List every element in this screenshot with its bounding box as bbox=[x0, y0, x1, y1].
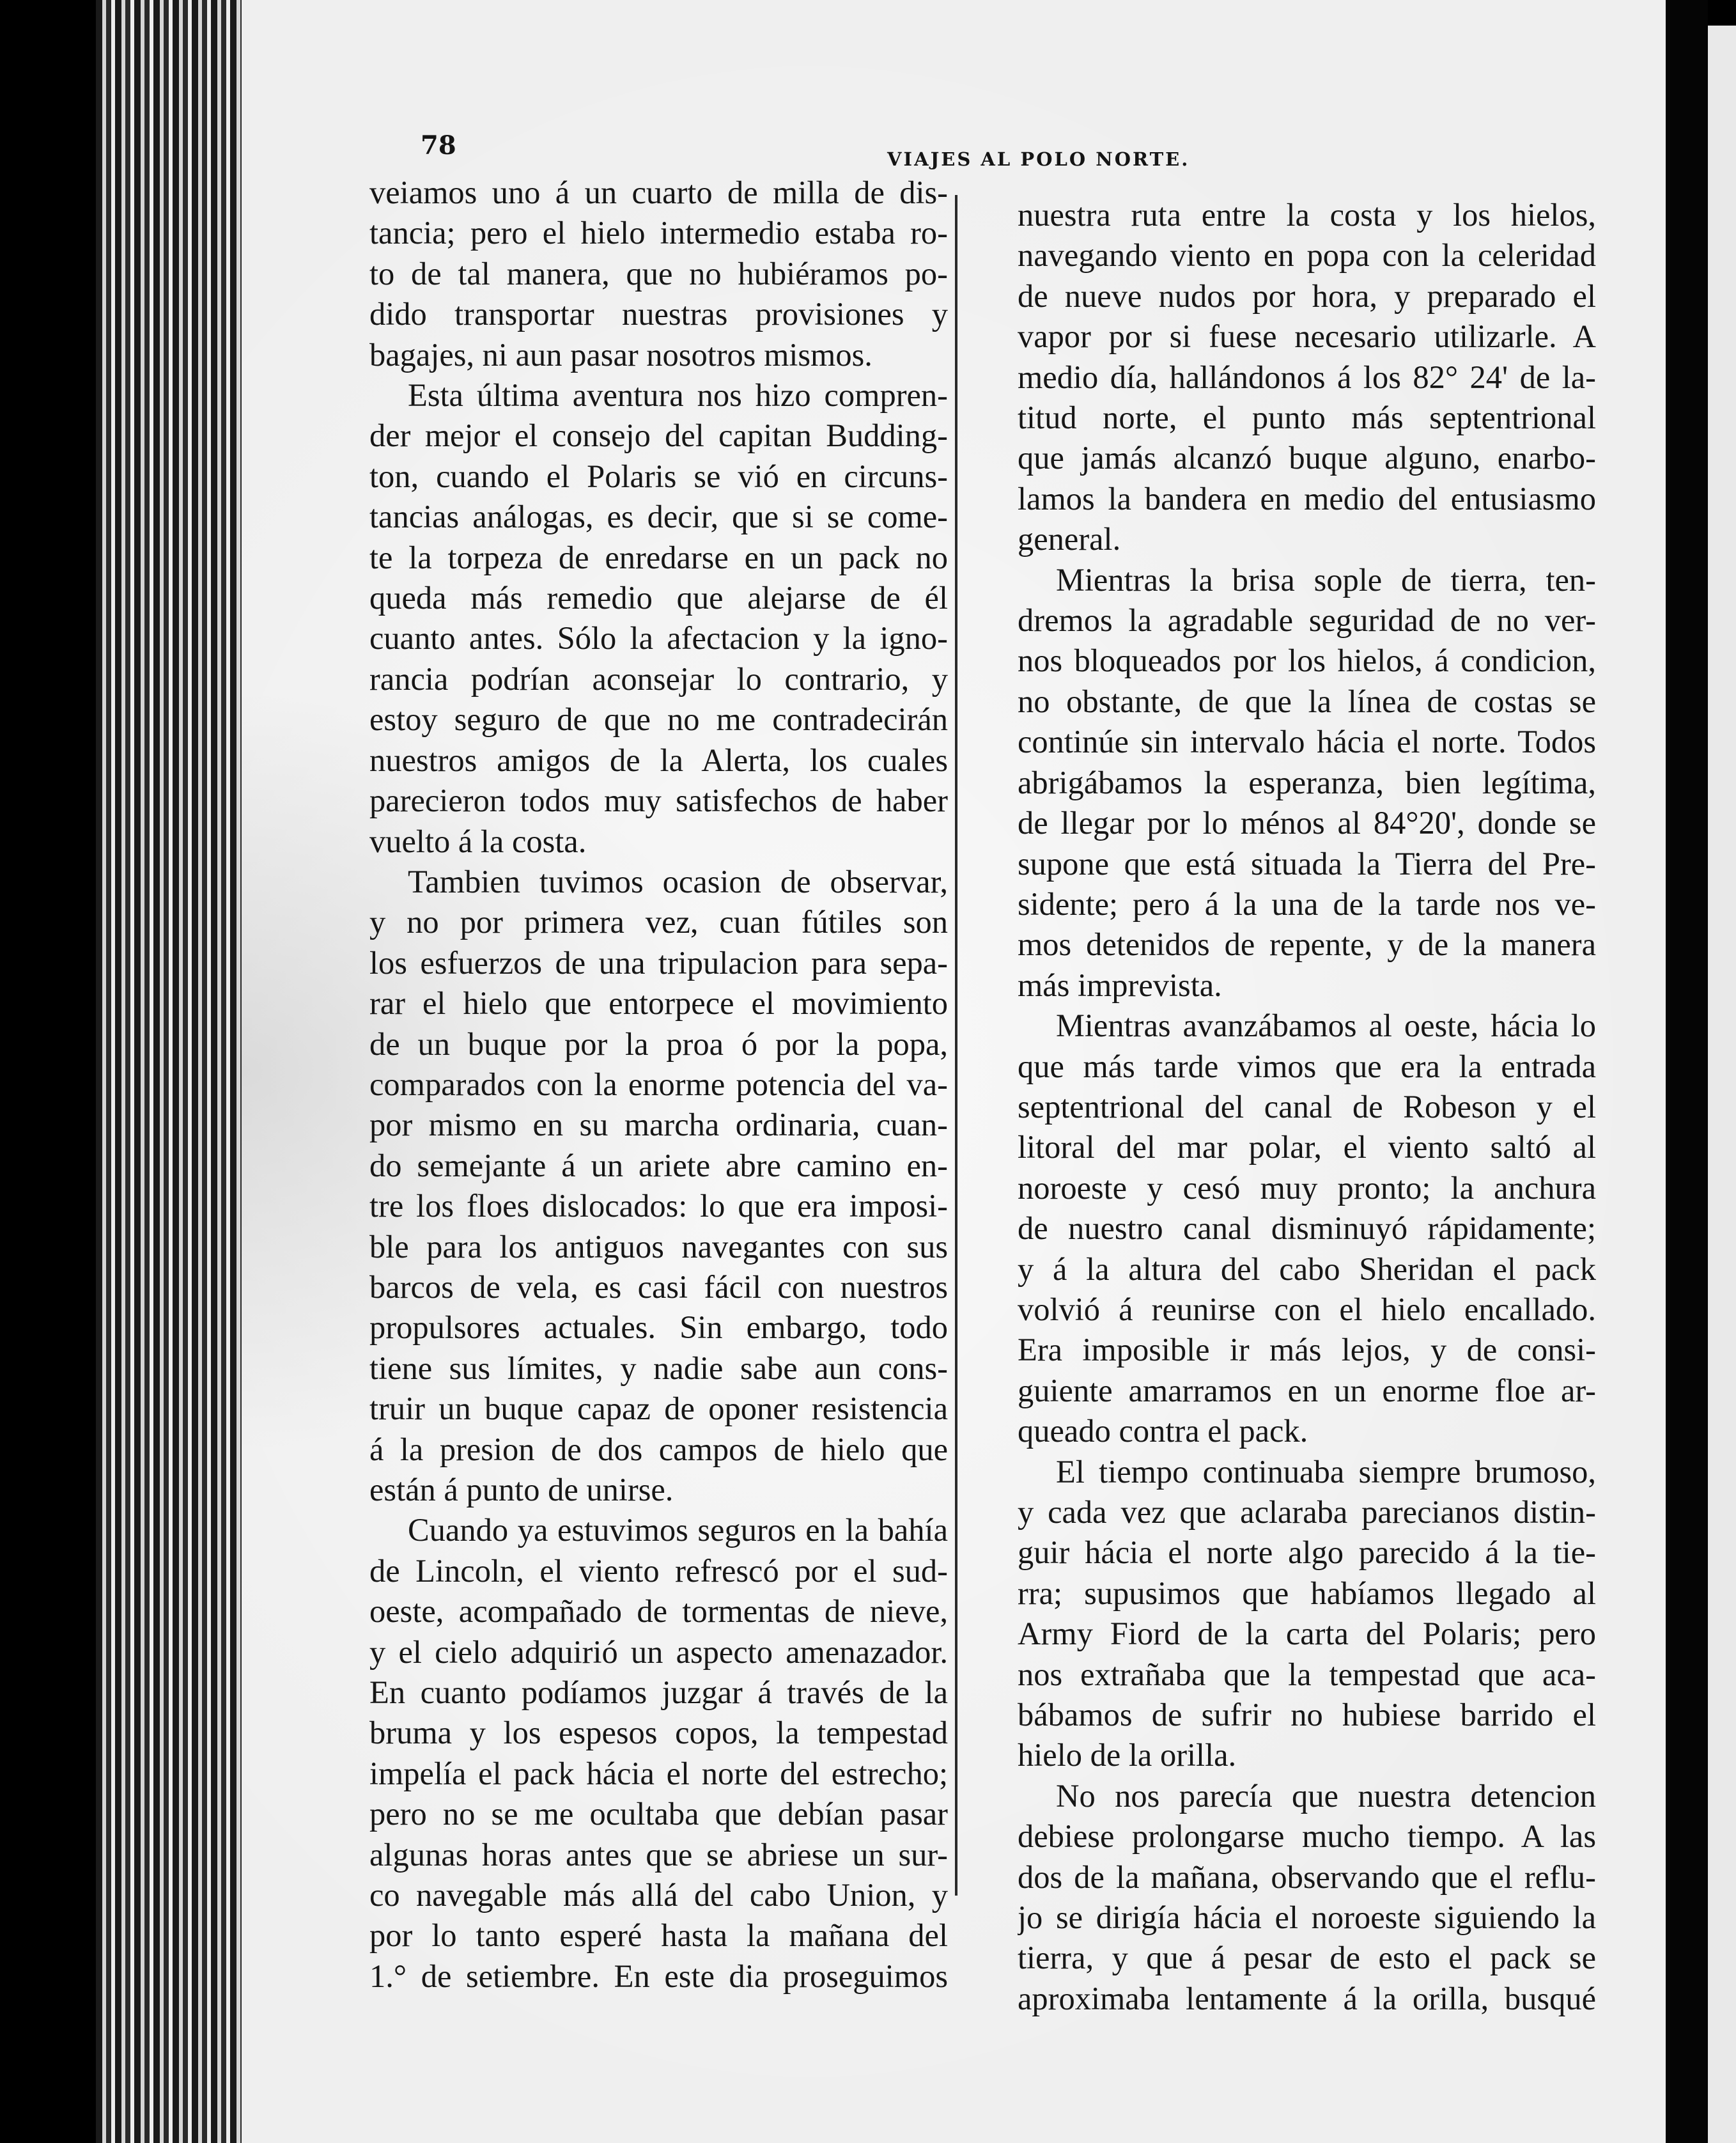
text-line: que jamás alcanzó buque alguno, enarbo- bbox=[1018, 440, 1596, 476]
left-text-column bbox=[369, 173, 948, 1997]
running-head: VIAJES AL POLO NORTE. bbox=[887, 148, 1190, 170]
text-line: bruma y los espesos copos, la tempestad bbox=[369, 1715, 948, 1751]
text-line: nos bloqueados por los hielos, á condicion, bbox=[1018, 643, 1596, 679]
text-line: truir un buque capaz de oponer resistencia bbox=[369, 1391, 948, 1427]
text-line: pero no se me ocultaba que debían pasar bbox=[369, 1796, 948, 1832]
text-line: ton, cuando el Polaris se vió en circuns- bbox=[369, 458, 948, 494]
text-line: de Lincoln, el viento refrescó por el sud- bbox=[369, 1552, 948, 1589]
text-line: abrigábamos la esperanza, bien legítima, bbox=[1018, 764, 1596, 800]
text-line: y cada vez que aclaraba parecianos distin- bbox=[1018, 1494, 1596, 1530]
text-line: mos detenidos de repente, y de la manera bbox=[1018, 926, 1596, 963]
text-line: impelía el pack hácia el norte del estrecho; bbox=[369, 1755, 948, 1791]
text-line: septentrional del canal de Robeson y el bbox=[1018, 1088, 1596, 1125]
text-line: En cuanto podíamos juzgar á través de la bbox=[369, 1674, 948, 1711]
text-line: dremos la agradable seguridad de no ver- bbox=[1018, 602, 1596, 639]
text-line: jo se dirigía hácia el noroeste siguiendo la bbox=[1018, 1899, 1596, 1936]
text-line: y no por primera vez, cuan fútiles son bbox=[369, 904, 948, 940]
text-line: estoy seguro de que no me contradecirán bbox=[369, 701, 948, 738]
text-line: propulsores actuales. Sin embargo, todo bbox=[369, 1309, 948, 1346]
text-line: que más tarde vimos que era la entrada bbox=[1018, 1048, 1596, 1084]
text-line: titud norte, el punto más septentrional bbox=[1018, 400, 1596, 436]
text-line: de nuestro canal disminuyó rápidamente; bbox=[1018, 1210, 1596, 1247]
text-line: y á la altura del cabo Sheridan el pack bbox=[1018, 1251, 1596, 1287]
text-line: nos extrañaba que la tempestad que aca- bbox=[1018, 1656, 1596, 1692]
text-line: tierra, y que á pesar de esto el pack se bbox=[1018, 1940, 1596, 1976]
text-line: nuestra ruta entre la costa y los hielos, bbox=[1018, 197, 1596, 233]
text-line: guir hácia el norte algo parecido á la tie- bbox=[1018, 1534, 1596, 1571]
text-line: Mientras avanzábamos al oeste, hácia lo bbox=[1056, 1008, 1596, 1044]
text-line: litoral del mar polar, el viento saltó al bbox=[1018, 1129, 1596, 1165]
book-gutter-shadow bbox=[1666, 0, 1708, 2143]
text-line: están á punto de unirse. bbox=[369, 1472, 674, 1508]
text-line: Army Fiord de la carta del Polaris; pero bbox=[1018, 1616, 1596, 1652]
text-line: medio día, hallándonos á los 82° 24' de la- bbox=[1018, 359, 1596, 395]
text-line: noroeste y cesó muy pronto; la anchura bbox=[1018, 1169, 1596, 1206]
text-line: Esta última aventura nos hizo compren- bbox=[408, 377, 948, 414]
text-line: te la torpeza de enredarse en un pack no bbox=[369, 539, 948, 575]
text-line: rar el hielo que entorpece el movimiento bbox=[369, 985, 948, 1022]
text-line: nuestros amigos de la Alerta, los cuales bbox=[369, 742, 948, 778]
text-line: los esfuerzos de una tripulacion para sepa- bbox=[369, 944, 948, 981]
text-line: supone que está situada la Tierra del Pre- bbox=[1018, 845, 1596, 882]
text-line: queado contra el pack. bbox=[1018, 1413, 1308, 1449]
text-line: comparados con la enorme potencia del va- bbox=[369, 1066, 948, 1102]
text-line: de un buque por la proa ó por la popa, bbox=[369, 1025, 948, 1062]
text-line: algunas horas antes que se abriese un sur- bbox=[369, 1836, 948, 1873]
text-line: guiente amarramos en un enorme floe ar- bbox=[1018, 1372, 1596, 1408]
text-line: general. bbox=[1018, 521, 1121, 557]
text-line: El tiempo continuaba siempre brumoso, bbox=[1056, 1453, 1596, 1490]
text-line: No nos parecía que nuestra detencion bbox=[1056, 1777, 1596, 1814]
text-line: oeste, acompañado de tormentas de nieve, bbox=[369, 1593, 948, 1630]
text-line: tre los floes dislocados: lo que era imposi- bbox=[369, 1188, 948, 1224]
opposite-page-edge bbox=[1708, 26, 1736, 2143]
text-line: más imprevista. bbox=[1018, 967, 1222, 1003]
text-line: y el cielo adquirió un aspecto amenazador. bbox=[369, 1633, 948, 1670]
column-divider bbox=[955, 195, 957, 1896]
text-line: vapor por si fuese necesario utilizarle. A bbox=[1018, 318, 1596, 355]
text-line: ble para los antiguos navegantes con sus bbox=[369, 1228, 948, 1265]
text-line: co navegable más allá del cabo Union, y bbox=[369, 1877, 948, 1913]
text-line: barcos de vela, es casi fácil con nuestros bbox=[369, 1268, 948, 1305]
text-line: debiese prolongarse mucho tiempo. A las bbox=[1018, 1818, 1596, 1855]
text-line: navegando viento en popa con la celeridad bbox=[1018, 237, 1596, 274]
text-line: dido transportar nuestras provisiones y bbox=[369, 296, 948, 332]
text-line: tancia; pero el hielo intermedio estaba ro- bbox=[369, 215, 948, 251]
text-line: á la presion de dos campos de hielo que bbox=[369, 1431, 948, 1467]
text-line: do semejante á un ariete abre camino en- bbox=[369, 1147, 948, 1183]
text-line: dos de la mañana, observando que el reflu- bbox=[1018, 1859, 1596, 1895]
text-line: de llegar por lo ménos al 84°20', donde se bbox=[1018, 805, 1596, 841]
text-line: rra; supusimos que habíamos llegado al bbox=[1018, 1575, 1596, 1611]
text-line: bábamos de sufrir no hubiese barrido el bbox=[1018, 1697, 1596, 1733]
text-line: bagajes, ni aun pasar nosotros mismos. bbox=[369, 336, 872, 373]
text-line: no obstante, de que la línea de costas se bbox=[1018, 683, 1596, 719]
text-line: cuanto antes. Sólo la afectacion y la igno- bbox=[369, 620, 948, 657]
text-line: queda más remedio que alejarse de él bbox=[369, 580, 948, 616]
page-header bbox=[421, 115, 1341, 173]
text-line: de nueve nudos por hora, y preparado el bbox=[1018, 277, 1596, 314]
text-line: aproximaba lentamente á la orilla, busqué bbox=[1018, 1980, 1596, 2016]
text-line: lamos la bandera en medio del entusiasmo bbox=[1018, 480, 1596, 517]
text-line: vuelto á la costa. bbox=[369, 823, 587, 859]
text-line: tancias análogas, es decir, que si se come- bbox=[369, 499, 948, 535]
text-line: rancia podrían aconsejar lo contrario, y bbox=[369, 660, 948, 697]
text-line: parecieron todos muy satisfechos de haber bbox=[369, 783, 948, 819]
book-page-edges bbox=[96, 0, 243, 2143]
text-line: por lo tanto esperé hasta la mañana del bbox=[369, 1917, 948, 1954]
text-line: Tambien tuvimos ocasion de observar, bbox=[408, 863, 948, 900]
text-line: volvió á reunirse con el hielo encallado. bbox=[1018, 1291, 1596, 1327]
text-line: to de tal manera, que no hubiéramos po- bbox=[369, 255, 948, 292]
page-number: 78 bbox=[421, 130, 456, 160]
text-line: por mismo en su marcha ordinaria, cuan- bbox=[369, 1107, 948, 1143]
text-line: hielo de la orilla. bbox=[1018, 1737, 1237, 1773]
text-line: continúe sin intervalo hácia el norte. Todos bbox=[1018, 724, 1596, 760]
text-line: veiamos uno á un cuarto de milla de dis- bbox=[369, 175, 948, 210]
text-line: Mientras la brisa sople de tierra, ten- bbox=[1056, 561, 1596, 598]
text-line: Cuando ya estuvimos seguros en la bahía bbox=[408, 1512, 948, 1548]
right-text-column bbox=[1018, 195, 1596, 2019]
text-line: 1.° de setiembre. En este dia proseguimos bbox=[369, 1958, 948, 1994]
text-line: Era imposible ir más lejos, y de consi- bbox=[1018, 1332, 1596, 1368]
text-line: tiene sus límites, y nadie sabe aun cons- bbox=[369, 1350, 948, 1386]
text-line: der mejor el consejo del capitan Budding- bbox=[369, 417, 948, 454]
text-line: sidente; pero á la una de la tarde nos ve- bbox=[1018, 885, 1596, 922]
